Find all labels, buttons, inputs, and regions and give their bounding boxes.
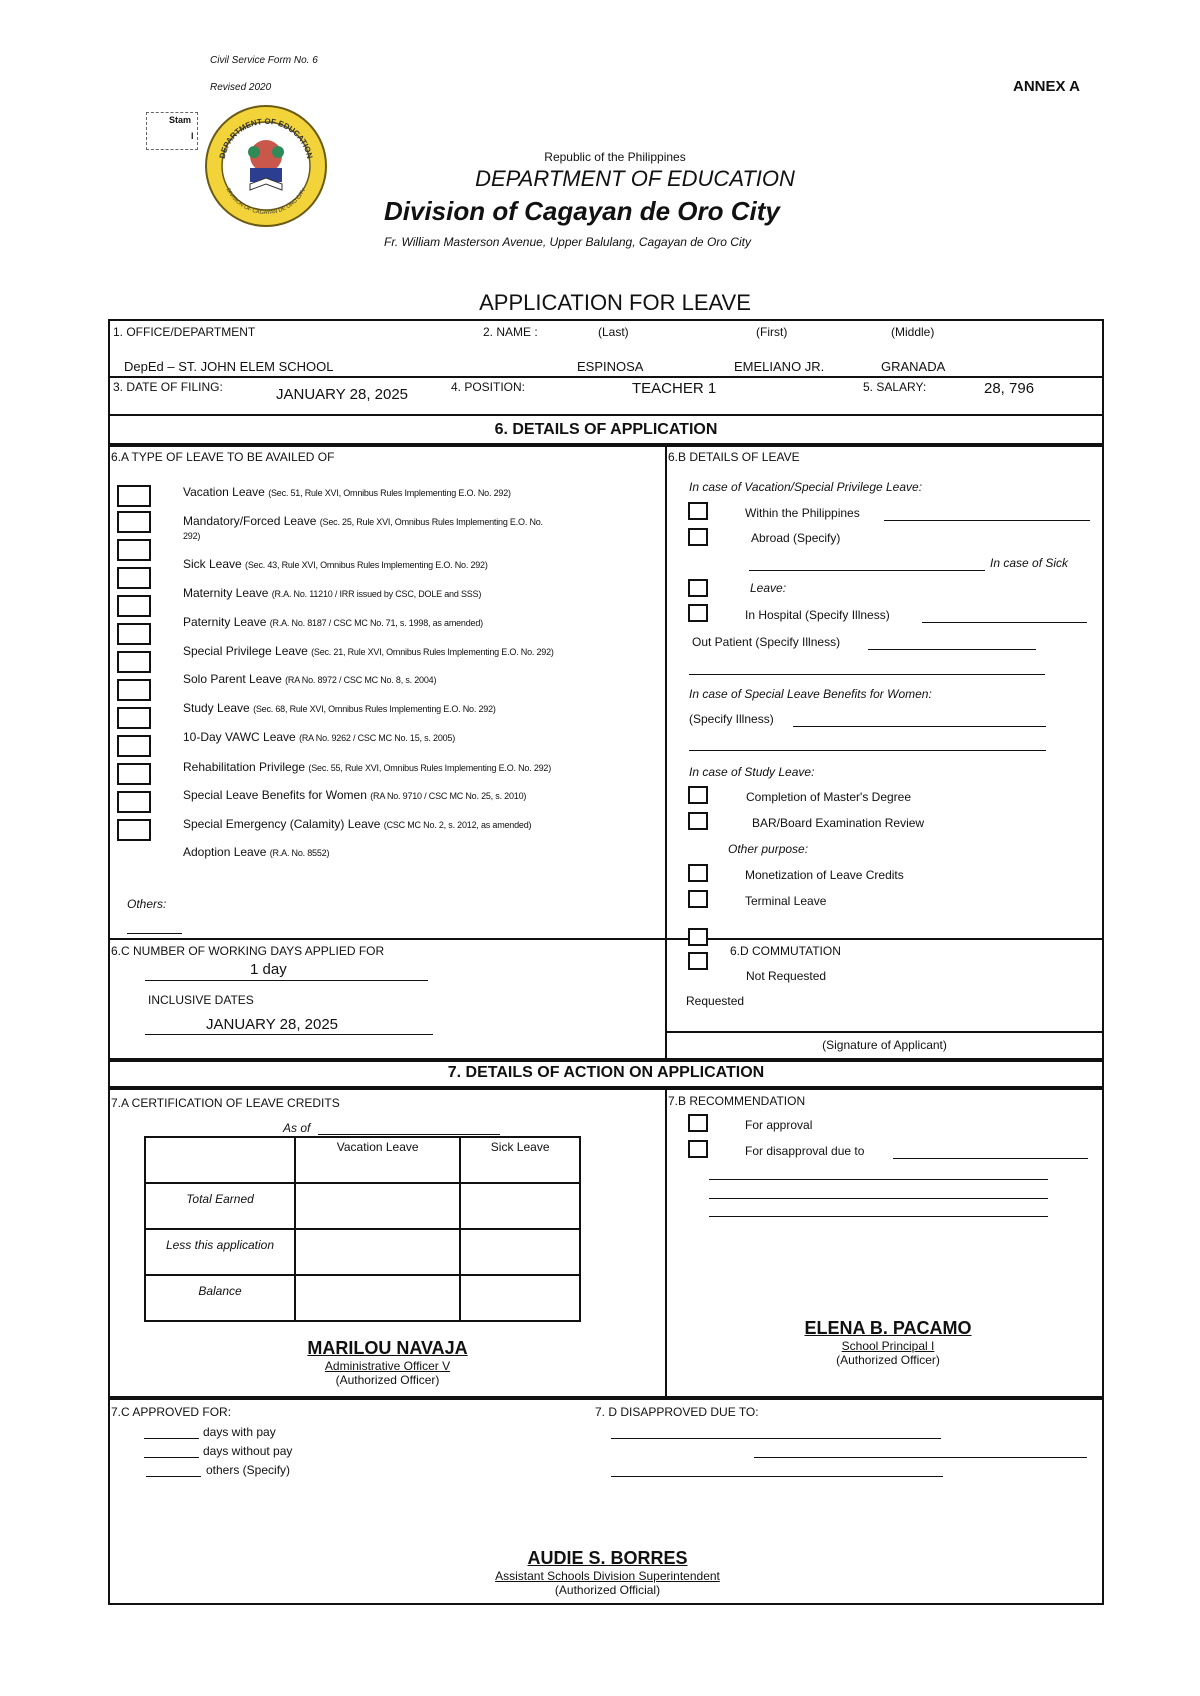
leave-type-study: Study Leave (Sec. 68, Rule XVI, Omnibus Rules Implementing E.O. No. 292) <box>183 701 496 715</box>
bar-review-label: BAR/Board Examination Review <box>752 816 925 830</box>
checkbox-in-hospital[interactable] <box>688 604 708 622</box>
leave-type-calamity: Special Emergency (Calamity) Leave (CSC MC No. 2, s. 2012, as amended) <box>183 817 532 831</box>
out-patient-label: Out Patient (Specify Illness) <box>692 635 841 649</box>
officer2-signature-block <box>770 1318 1006 1367</box>
row-label-total-earned: Total Earned <box>145 1183 295 1229</box>
frame-top <box>108 319 1104 321</box>
cell-total-earned-sick[interactable] <box>460 1183 580 1229</box>
name-label: 2. NAME : <box>483 325 538 339</box>
signature-line <box>665 1031 1104 1033</box>
official-signature-block <box>430 1548 785 1597</box>
row-label-less-application: Less this application <box>145 1229 295 1275</box>
for-approval-label: For approval <box>745 1118 813 1132</box>
checkbox-monetization[interactable] <box>688 864 708 882</box>
section6d-title: 6.D COMMUTATION <box>730 944 841 958</box>
position-value[interactable]: TEACHER 1 <box>632 380 717 397</box>
leave-type-special-privilege: Special Privilege Leave (Sec. 21, Rule XVI, Omnibus Rules Implementing E.O. No. 292) <box>183 644 554 658</box>
monetization-label: Monetization of Leave Credits <box>745 868 904 882</box>
working-days-line <box>145 980 428 981</box>
leave-type-adoption: Adoption Leave (R.A. No. 8552) <box>183 845 330 859</box>
checkbox-abroad[interactable] <box>688 528 708 546</box>
sick-case-label: In case of Sick <box>990 556 1069 570</box>
table-row <box>145 1229 580 1275</box>
leave-credits-table <box>144 1136 581 1322</box>
not-requested-label: Not Requested <box>746 969 827 983</box>
checkbox-masters-degree[interactable] <box>688 786 708 804</box>
section6a-title: 6.A TYPE OF LEAVE TO BE AVAILED OF <box>111 450 335 464</box>
others-label: Others: <box>127 897 167 911</box>
middle-name-label: (Middle) <box>891 325 935 339</box>
checkbox-sick-leave[interactable] <box>117 539 151 561</box>
masters-degree-label: Completion of Master's Degree <box>746 790 912 804</box>
section7d-title: 7. D DISAPPROVED DUE TO: <box>595 1405 759 1419</box>
table-row <box>145 1275 580 1321</box>
last-name-value[interactable]: ESPINOSA <box>577 359 644 374</box>
table-row <box>145 1137 580 1183</box>
checkbox-calamity-leave[interactable] <box>117 791 151 813</box>
in-hospital-line[interactable] <box>922 622 1087 623</box>
cell-balance-sick[interactable] <box>460 1275 580 1321</box>
checkbox-vawc-leave[interactable] <box>117 707 151 729</box>
middle-name-value[interactable]: GRANADA <box>881 359 946 374</box>
column-header-sick: Sick Leave <box>460 1137 580 1183</box>
requested-label: Requested <box>686 994 745 1008</box>
table-cell-blank <box>145 1137 295 1183</box>
form-title: APPLICATION FOR LEAVE <box>479 290 751 315</box>
officer1-name: MARILOU NAVAJA <box>307 1338 468 1358</box>
row-divider-2 <box>108 414 1104 416</box>
division-address: Fr. William Masterson Avenue, Upper Balulang, Cagayan de Oro City <box>384 235 751 249</box>
section6-divider <box>665 446 667 1060</box>
checkbox-within-philippines[interactable] <box>688 502 708 520</box>
women-illness-line[interactable] <box>793 726 1046 727</box>
leave-type-mandatory: Mandatory/Forced Leave (Sec. 25, Rule XVI, Omnibus Rules Implementing E.O. No. 292) <box>183 514 543 541</box>
official-name: AUDIE S. BORRES <box>527 1548 688 1568</box>
annex-label: ANNEX A <box>1013 78 1080 95</box>
days-without-pay-line[interactable] <box>144 1457 199 1458</box>
form-number: Civil Service Form No. 6 <box>210 55 318 66</box>
cell-total-earned-vacation[interactable] <box>295 1183 460 1229</box>
official-role: (Authorized Official) <box>554 1583 661 1597</box>
section7-title: 7. DETAILS OF ACTION ON APPLICATION <box>447 1064 765 1081</box>
officer1-signature-block <box>270 1338 505 1387</box>
within-philippines-line[interactable] <box>884 520 1090 521</box>
section6-title: 6. DETAILS OF APPLICATION <box>494 421 718 438</box>
frame-left <box>108 319 110 1604</box>
women-case-label: In case of Special Leave Benefits for Women: <box>689 687 932 701</box>
out-patient-line-2[interactable] <box>689 674 1045 675</box>
leave-type-vacation: Vacation Leave (Sec. 51, Rule XVI, Omnibus Rules Implementing E.O. No. 292) <box>183 485 511 499</box>
section7a-title: 7.A CERTIFICATION OF LEAVE CREDITS <box>111 1096 340 1110</box>
row-divider-5 <box>108 1058 1104 1062</box>
section7b-title: 7.B RECOMMENDATION <box>668 1094 806 1108</box>
leave-type-sick: Sick Leave (Sec. 43, Rule XVI, Omnibus Rules Implementing E.O. No. 292) <box>183 557 488 571</box>
checkbox-adoption-leave[interactable] <box>117 819 151 841</box>
office-value[interactable]: DepEd – ST. JOHN ELEM SCHOOL <box>124 359 334 374</box>
disapproved-line-1[interactable] <box>611 1438 941 1439</box>
as-of-label: As of <box>283 1121 311 1135</box>
signature-applicant-label: (Signature of Applicant) <box>822 1038 947 1052</box>
checkbox-commutation-not-requested[interactable] <box>688 928 708 946</box>
division-name: Division of Cagayan de Oro City <box>384 196 780 226</box>
disapproval-line-4[interactable] <box>709 1216 1048 1217</box>
days-with-pay-label: days with pay <box>203 1425 276 1439</box>
checkbox-special-leave-women[interactable] <box>117 763 151 785</box>
disapproval-line-3[interactable] <box>709 1198 1048 1199</box>
specify-illness-label: (Specify Illness) <box>689 712 774 726</box>
form-revised: Revised 2020 <box>210 82 272 93</box>
section6b-title: 6.B DETAILS OF LEAVE <box>668 450 800 464</box>
others-specify-label: others (Specify) <box>206 1463 291 1477</box>
row-divider-3 <box>108 443 1104 447</box>
official-position: Assistant Schools Division Superintendent <box>495 1569 720 1583</box>
frame-right <box>1102 319 1104 1604</box>
women-illness-line-2[interactable] <box>689 750 1046 751</box>
row-divider-1 <box>108 376 1104 378</box>
disapproved-line-3[interactable] <box>611 1476 943 1477</box>
officer2-position: School Principal I <box>841 1339 935 1353</box>
cell-balance-vacation[interactable] <box>295 1275 460 1321</box>
checkbox-special-privilege-leave[interactable] <box>117 623 151 645</box>
stamp-label-2: l <box>191 131 194 141</box>
row-label-balance: Balance <box>145 1275 295 1321</box>
for-disapproval-label: For disapproval due to <box>745 1144 865 1158</box>
disapproval-line-2[interactable] <box>709 1179 1048 1180</box>
checkbox-maternity-leave[interactable] <box>117 567 151 589</box>
row-divider-6 <box>108 1086 1104 1090</box>
cell-less-application-sick[interactable] <box>460 1229 580 1275</box>
salary-value[interactable]: 28, 796 <box>984 380 1035 397</box>
study-case-label: In case of Study Leave: <box>689 765 815 779</box>
abroad-label: Abroad (Specify) <box>751 531 841 545</box>
checkbox-terminal-leave[interactable] <box>688 890 708 908</box>
section6c-title: 6.C NUMBER OF WORKING DAYS APPLIED FOR <box>111 944 385 958</box>
checkbox-commutation-requested[interactable] <box>688 952 708 970</box>
section7c-title: 7.C APPROVED FOR: <box>111 1405 232 1419</box>
terminal-leave-label: Terminal Leave <box>745 894 827 908</box>
row-divider-7 <box>108 1396 1104 1400</box>
checkbox-study-leave[interactable] <box>117 679 151 701</box>
working-days-value[interactable]: 1 day <box>250 961 287 978</box>
checkbox-paternity-leave[interactable] <box>117 595 151 617</box>
vacation-case-label: In case of Vacation/Special Privilege Leave: <box>689 480 923 494</box>
sick-case-label-2: Leave: <box>750 581 787 595</box>
inclusive-dates-label: INCLUSIVE DATES <box>148 993 254 1007</box>
first-name-value[interactable]: EMELIANO JR. <box>734 359 825 374</box>
leave-type-special-women: Special Leave Benefits for Women (RA No. 9710 / CSC MC No. 25, s. 2010) <box>183 788 527 802</box>
as-of-line[interactable] <box>318 1134 500 1135</box>
officer2-name: ELENA B. PACAMO <box>804 1318 972 1338</box>
checkbox-for-disapproval[interactable] <box>688 1140 708 1158</box>
leave-type-vawc: 10-Day VAWC Leave (RA No. 9262 / CSC MC No. 15, s. 2005) <box>183 730 456 744</box>
checkbox-rehabilitation-privilege[interactable] <box>117 735 151 757</box>
officer1-role: (Authorized Officer) <box>335 1373 440 1387</box>
republic-label: Republic of the Philippines <box>544 150 686 164</box>
frame-bottom <box>108 1603 1104 1605</box>
within-philippines-label: Within the Philippines <box>745 506 860 520</box>
disapproved-line-2[interactable] <box>754 1457 1087 1458</box>
department-name: DEPARTMENT OF EDUCATION <box>475 166 795 191</box>
date-filing-value[interactable]: JANUARY 28, 2025 <box>276 386 409 403</box>
leave-type-rehabilitation: Rehabilitation Privilege (Sec. 55, Rule XVI, Omnibus Rules Implementing E.O. No. 292) <box>183 760 552 774</box>
leave-type-paternity: Paternity Leave (R.A. No. 8187 / CSC MC No. 71, s. 1998, as amended) <box>183 615 483 629</box>
date-filing-label: 3. DATE OF FILING: <box>113 380 223 394</box>
stamp-label: Stam <box>169 115 192 125</box>
last-name-label: (Last) <box>598 325 629 339</box>
column-header-vacation: Vacation Leave <box>295 1137 460 1183</box>
section7-divider <box>665 1088 667 1396</box>
seal-bottom-text: DIVISION OF CAGAYAN DE ORO CITY <box>224 187 308 217</box>
out-patient-line[interactable] <box>868 649 1036 650</box>
days-with-pay-line[interactable] <box>144 1438 199 1439</box>
stamp-box <box>146 112 198 150</box>
position-label: 4. POSITION: <box>451 380 526 394</box>
checkbox-solo-parent-leave[interactable] <box>117 651 151 673</box>
row-divider-4 <box>108 938 1104 940</box>
seal-top-text: DEPARTMENT OF EDUCATION <box>217 116 315 160</box>
leave-type-maternity: Maternity Leave (R.A. No. 11210 / IRR issued by CSC, DOLE and SSS) <box>183 586 482 600</box>
checkbox-vacation-leave[interactable] <box>117 485 151 507</box>
officer2-role: (Authorized Officer) <box>836 1353 940 1367</box>
salary-label: 5. SALARY: <box>863 380 927 394</box>
checkbox-sick-case[interactable] <box>688 579 708 597</box>
officer1-position: Administrative Officer V <box>324 1359 451 1373</box>
inclusive-dates-value[interactable]: JANUARY 28, 2025 <box>206 1016 339 1033</box>
disapproval-line-1[interactable] <box>893 1158 1088 1159</box>
others-specify-line[interactable] <box>146 1476 201 1477</box>
checkbox-mandatory-leave[interactable] <box>117 511 151 533</box>
days-without-pay-label: days without pay <box>203 1444 293 1458</box>
inclusive-dates-line <box>145 1034 433 1035</box>
others-line[interactable] <box>127 933 182 934</box>
office-label: 1. OFFICE/DEPARTMENT <box>113 325 256 339</box>
table-row <box>145 1183 580 1229</box>
checkbox-for-approval[interactable] <box>688 1114 708 1132</box>
in-hospital-label: In Hospital (Specify Illness) <box>745 608 890 622</box>
abroad-specify-line[interactable] <box>749 570 985 571</box>
first-name-label: (First) <box>756 325 788 339</box>
other-purpose-label: Other purpose: <box>728 842 809 856</box>
cell-less-application-vacation[interactable] <box>295 1229 460 1275</box>
leave-type-solo-parent: Solo Parent Leave (RA No. 8972 / CSC MC No. 8, s. 2004) <box>183 672 437 686</box>
checkbox-bar-review[interactable] <box>688 812 708 830</box>
